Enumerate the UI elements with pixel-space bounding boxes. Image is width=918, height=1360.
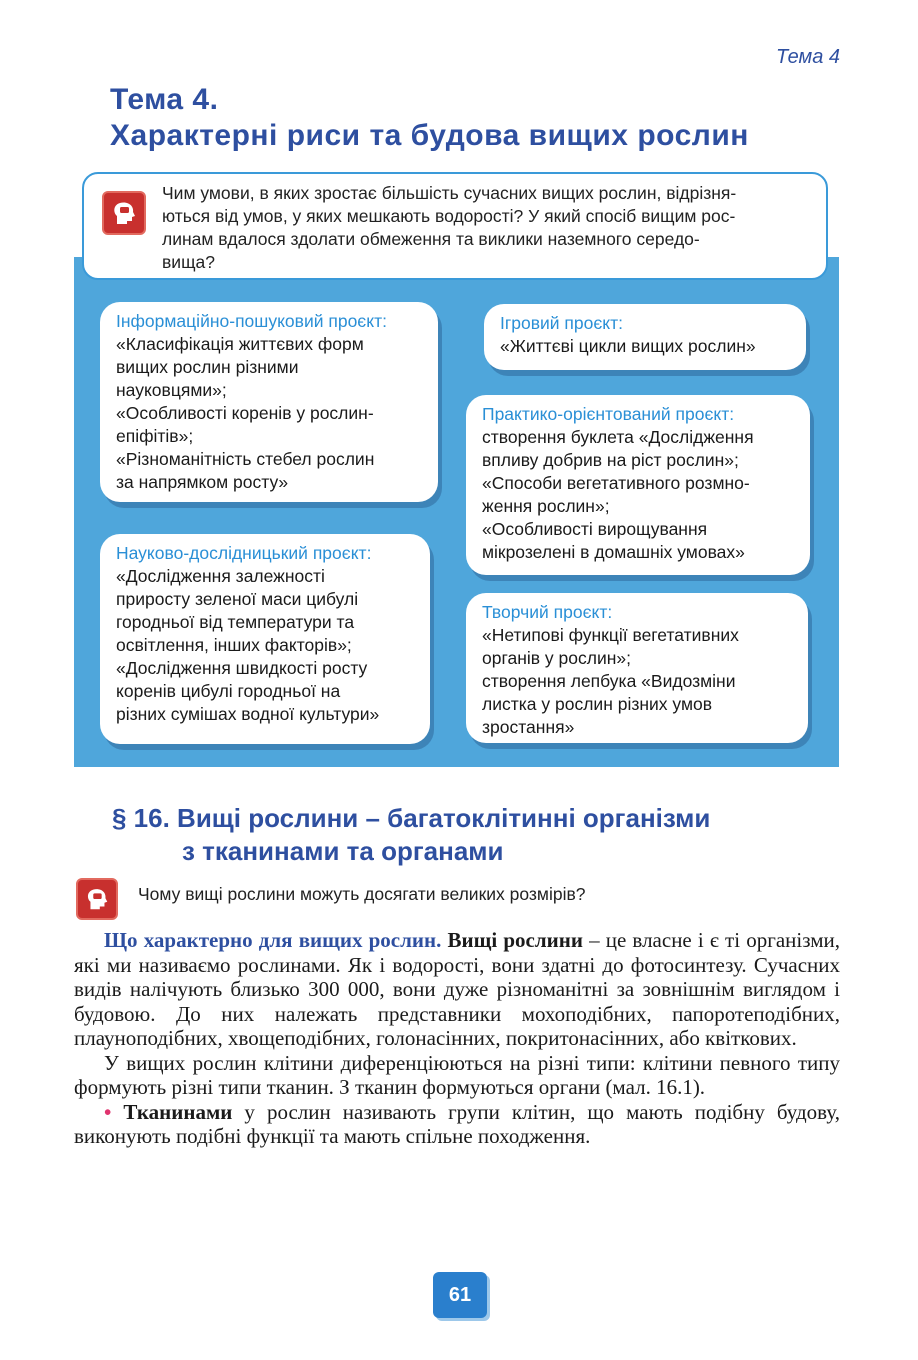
- section-question: Чому вищі рослини можуть досягати великих розмірів?: [138, 884, 586, 904]
- intro-question-line: вища?: [162, 252, 215, 272]
- card-creative-line: «Нетипові функції вегетативних: [482, 625, 739, 645]
- card-creative-project: [466, 593, 808, 743]
- topic-title-line2: Характерні риси та будова вищих рослин: [110, 119, 749, 152]
- card-practical-line: мікрозелені в домашніх умовах»: [482, 542, 745, 562]
- paragraph: У вищих рослин клітини диференціюються на різні типи: клітини певного типу формують різні типи тканин. З тканин формуються органи (мал. 16.1).: [74, 1050, 840, 1099]
- section-title-line1: § 16. Вищі рослини – багатоклітинні організми: [112, 803, 711, 833]
- card-research-title: Науково-дослідницький проєкт:: [116, 543, 372, 563]
- card-practical-line: «Способи вегетативного розмно-: [482, 473, 750, 493]
- term-tissues: Тканинами: [123, 1099, 233, 1124]
- card-practical-line: «Особливості вирощування: [482, 519, 708, 539]
- paragraph-text: у рослин називають групи клітин, що мають подібну будову, виконують подібні функції та мають спільне походження.: [74, 1099, 840, 1148]
- card-creative-title: Творчий проєкт:: [482, 602, 613, 622]
- card-practical-title: Практико-орієнтований проєкт:: [482, 404, 735, 424]
- card-game-line: «Життєві цикли вищих рослин»: [500, 336, 756, 356]
- intro-question-text: [162, 182, 802, 274]
- topic-title: [110, 82, 870, 154]
- card-practical-line: створення буклета «Дослідження: [482, 427, 754, 447]
- card-game-project: [484, 304, 806, 370]
- card-research-line: приросту зеленої маси цибулі: [116, 589, 359, 609]
- card-creative-line: створення лепбука «Видозміни: [482, 671, 736, 691]
- paragraph: [74, 1100, 840, 1149]
- card-practical-project: [466, 395, 810, 575]
- card-info-line: вищих рослин різними: [116, 357, 299, 377]
- question-head-icon: [102, 191, 146, 235]
- section-title: [112, 802, 710, 868]
- card-info-project: [100, 302, 438, 502]
- card-info-line: «Класифікація життєвих форм: [116, 334, 364, 354]
- card-creative-line: листка у рослин різних умов: [482, 694, 713, 714]
- card-research-line: «Дослідження швидкості росту: [116, 658, 368, 678]
- card-info-line: за напрямком росту»: [116, 472, 289, 492]
- card-info-line: «Різноманітність стебел рослин: [116, 449, 375, 469]
- running-head: Тема 4: [776, 46, 840, 68]
- intro-question-line: Чим умови, в яких зростає більшість сучасних вищих рослин, відрізня-: [162, 183, 737, 203]
- paragraph: [74, 928, 840, 1051]
- body-text: [74, 928, 840, 1149]
- card-practical-line: впливу добрив на ріст рослин»;: [482, 450, 739, 470]
- card-creative-line: зростання»: [482, 717, 575, 737]
- card-info-line: «Особливості коренів у рослин-: [116, 403, 374, 423]
- card-research-project: [100, 534, 430, 744]
- card-creative-line: органів у рослин»;: [482, 648, 631, 668]
- bullet: •: [104, 1099, 112, 1124]
- card-research-line: «Дослідження залежності: [116, 566, 325, 586]
- card-research-line: городньої від температури та: [116, 612, 355, 632]
- card-info-title: Інформаційно-пошуковий проєкт:: [116, 311, 387, 331]
- card-game-title: Ігровий проєкт:: [500, 313, 624, 333]
- card-practical-line: ження рослин»;: [482, 496, 610, 516]
- card-research-line: освітлення, інших факторів»;: [116, 635, 352, 655]
- question-head-icon: [76, 878, 118, 920]
- card-research-line: коренів цибулі городньої на: [116, 681, 341, 701]
- card-info-line: науковцями»;: [116, 380, 227, 400]
- intro-question-line: линам вдалося здолати обмеження та виклики наземного середо-: [162, 229, 700, 249]
- card-research-line: різних сумішах водної культури»: [116, 704, 380, 724]
- card-info-line: епіфітів»;: [116, 426, 194, 446]
- intro-question-box: [82, 172, 828, 280]
- intro-question-line: ються від умов, у яких мешкають водорості? У який спосіб вищим рос-: [162, 206, 736, 226]
- section-title-line2: з тканинами та органами: [182, 836, 504, 866]
- paragraph-text: – це власне і є ті організми, які ми називаємо рослинами. Як і водорості, вони здатні до фотосинтезу. Сучасних видів налічують близько 300 000, вони дуже різноманітні за зовнішнім виглядом і будовою. До них належать представники мохоподібних, папоротеподібних, плауноподібних, хвощеподібних, голонасінних, покритонасінних, або квіткових.: [74, 928, 840, 1050]
- term-higher-plants: Вищі рослини: [447, 928, 583, 952]
- page-number: 61: [433, 1272, 487, 1318]
- paragraph-lead: Що характерно для вищих рослин.: [104, 928, 442, 952]
- topic-title-line1: Тема 4.: [110, 83, 219, 116]
